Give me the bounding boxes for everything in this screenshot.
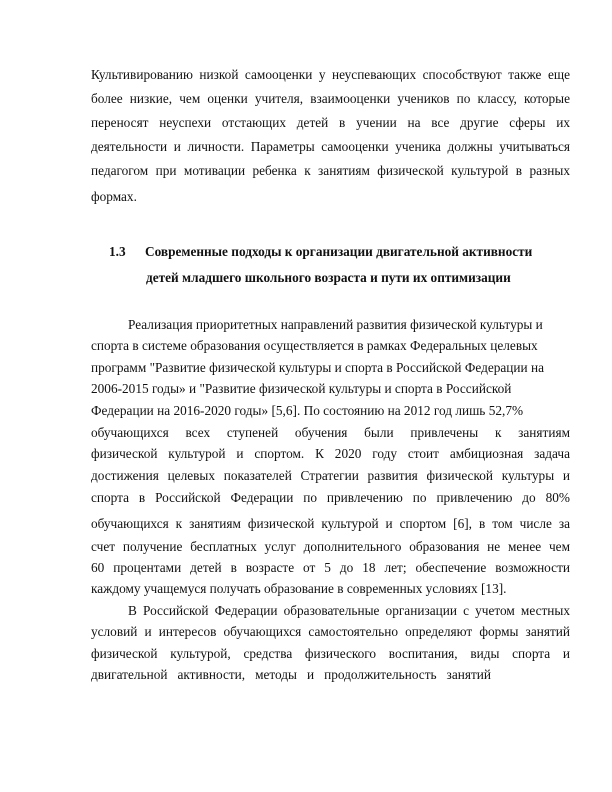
text-line: обучающихся к занятиям физической культурой и спортом [6], в том числе за (91, 516, 570, 531)
section-title-line: Современные подходы к организации двигательной активности (145, 244, 533, 259)
section-number: 1.3 (109, 244, 126, 259)
section-title-line: детей младшего школьного возраста и пути их оптимизации (146, 270, 511, 285)
text-line: условий и интересов обучающихся самостоятельно определяют формы занятий (91, 624, 570, 639)
text-line: физической культурой и спортом. К 2020 году стоит амбициозная задача (91, 446, 570, 461)
text-line: двигательной активности, методы и продолжительность занятий (91, 667, 491, 682)
text-line: 2006-2015 годы» и "Развитие физической культуры и спорта в Российской (91, 381, 512, 396)
text-line: Культивированию низкой самооценки у неуспевающих способствуют также еще (91, 67, 570, 82)
text-line: более низкие, чем оценки учителя, взаимооценки учеников по классу, которые (91, 91, 570, 106)
text-line: переносят неуспехи отстающих детей в учении на все другие сферы их (91, 115, 570, 130)
text-line: счет получение бесплатных услуг дополнительного образования не менее чем (91, 539, 570, 554)
text-line: спорта в системе образования осуществляется в рамках Федеральных целевых (91, 338, 538, 353)
text-line: В Российской Федерации образовательные организации с учетом местных (128, 603, 570, 618)
text-line: педагогом при мотивации ребенка к занятиям физической культурой в разных (91, 163, 570, 178)
text-line: формах. (91, 189, 137, 204)
text-line: спорта в Российской Федерации по привлечению по привлечению до 80% (91, 490, 570, 505)
text-line: достижения целевых показателей Стратегии развития физической культуры и (91, 468, 570, 483)
text-line: Федерации на 2016-2020 годы» [5,6]. По состоянию на 2012 год лишь 52,7% (91, 403, 524, 418)
text-line: физической культурой, средства физического воспитания, виды спорта и (91, 646, 570, 661)
text-line: обучающихся всех ступеней обучения были привлечены к занятиям (91, 425, 570, 440)
text-line: Реализация приоритетных направлений развития физической культуры и (128, 317, 543, 332)
text-line: каждому учащемуся получать образование в современных условиях [13]. (91, 581, 507, 596)
text-line: 60 процентами детей в возрасте от 5 до 18 лет; обеспечение возможности (91, 560, 570, 575)
text-line: деятельности и личности. Параметры самооценки ученика должны учитываться (91, 139, 570, 154)
text-line: программ "Развитие физической культуры и спорта в Российской Федерации на (91, 360, 544, 375)
